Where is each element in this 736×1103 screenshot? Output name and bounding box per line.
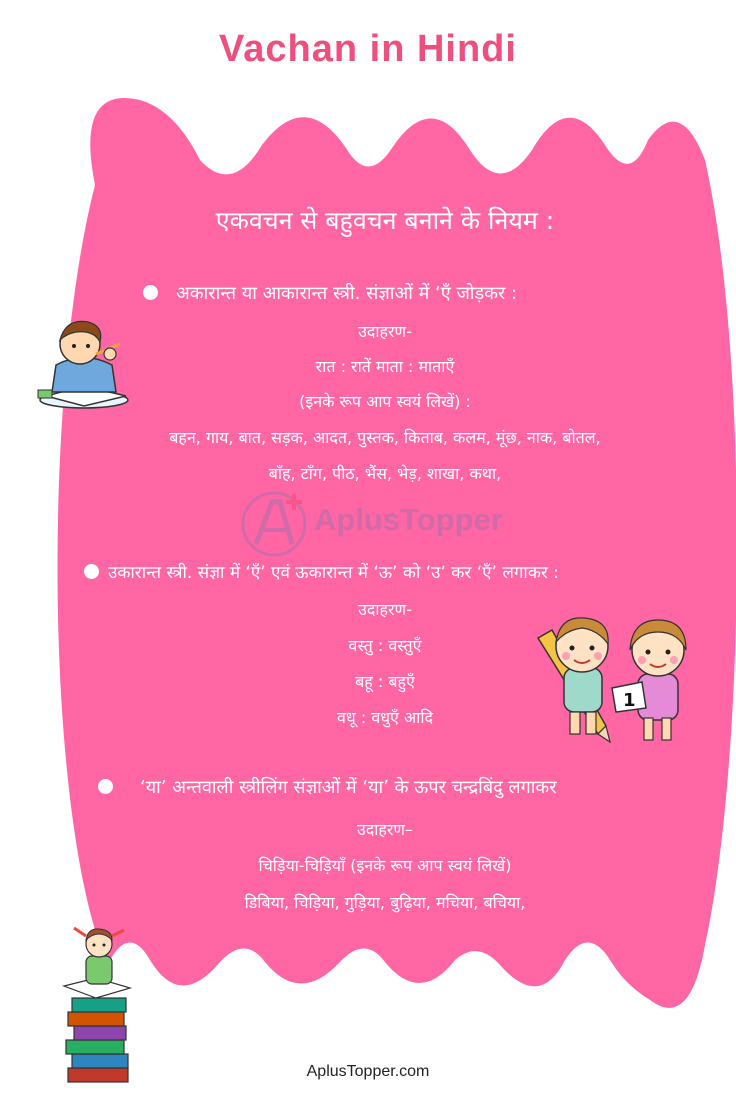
aplus-logo-icon	[240, 488, 310, 558]
rule2-example-label: उदाहरण-	[358, 600, 412, 619]
watermark-text: AplusTopper	[314, 502, 503, 537]
kids-with-pencil-illustration	[532, 608, 700, 748]
rule1-exercise-prompt: (इनके रूप आप स्वयं लिखें) :	[299, 392, 471, 411]
bullet-3	[98, 779, 113, 794]
footer-site-name: AplusTopper.com	[306, 1063, 430, 1080]
rule1-example: रात : रातें माता : माताएँ	[315, 357, 455, 376]
rule1-words-line2: बाँह, टाँग, पीठ, भैंस, भेड़, शाखा, कथा,	[268, 464, 502, 483]
rule2-example-2: बहू : बहुएँ	[355, 672, 415, 691]
rule1-heading: अकारान्त या आकारान्त स्त्री. संज्ञाओं में ‘एँ जोड़कर :	[176, 283, 518, 304]
bullet-1	[143, 285, 158, 300]
boy-reading-illustration	[36, 310, 136, 410]
rule1-example-label: उदाहरण-	[358, 322, 412, 341]
rule2-example-3: वधू : वधुएँ आदि	[337, 708, 433, 727]
rule2-example-1: वस्तु : वस्तुएँ	[348, 636, 422, 655]
rule1-words-line1: बहन, गाय, बात, सड़क, आदत, पुस्तक, किताब, कलम, मूंछ, नाक, बोतल,	[169, 428, 601, 447]
rule2-heading: उकारान्त स्त्री. संज्ञा में ‘एँ’ एवं ऊकारान्त में ‘ऊ’ को ‘उ’ कर ‘एँ’ लगाकर :	[108, 563, 559, 583]
rule3-example: चिड़िया-चिड़ियाँ (इनके रूप आप स्वयं लिखें)	[258, 856, 512, 875]
bullet-2	[84, 564, 99, 579]
aplustopper-watermark	[240, 488, 540, 558]
rule3-example-label: उदाहरण–	[356, 820, 414, 839]
sign-number: 1	[623, 690, 636, 711]
rule3-heading: ‘या’ अन्तवाली स्त्रीलिंग संज्ञाओं में ‘या’ के ऊपर चन्द्रबिंदु लगाकर	[140, 777, 557, 798]
section-heading: एकवचन से बहुवचन बनाने के नियम :	[215, 206, 555, 235]
page-title: Vachan in Hindi	[219, 28, 517, 70]
rule3-words: डिबिया, चिड़िया, गुड़िया, बुढ़िया, मचिया, बचिया,	[244, 893, 526, 912]
